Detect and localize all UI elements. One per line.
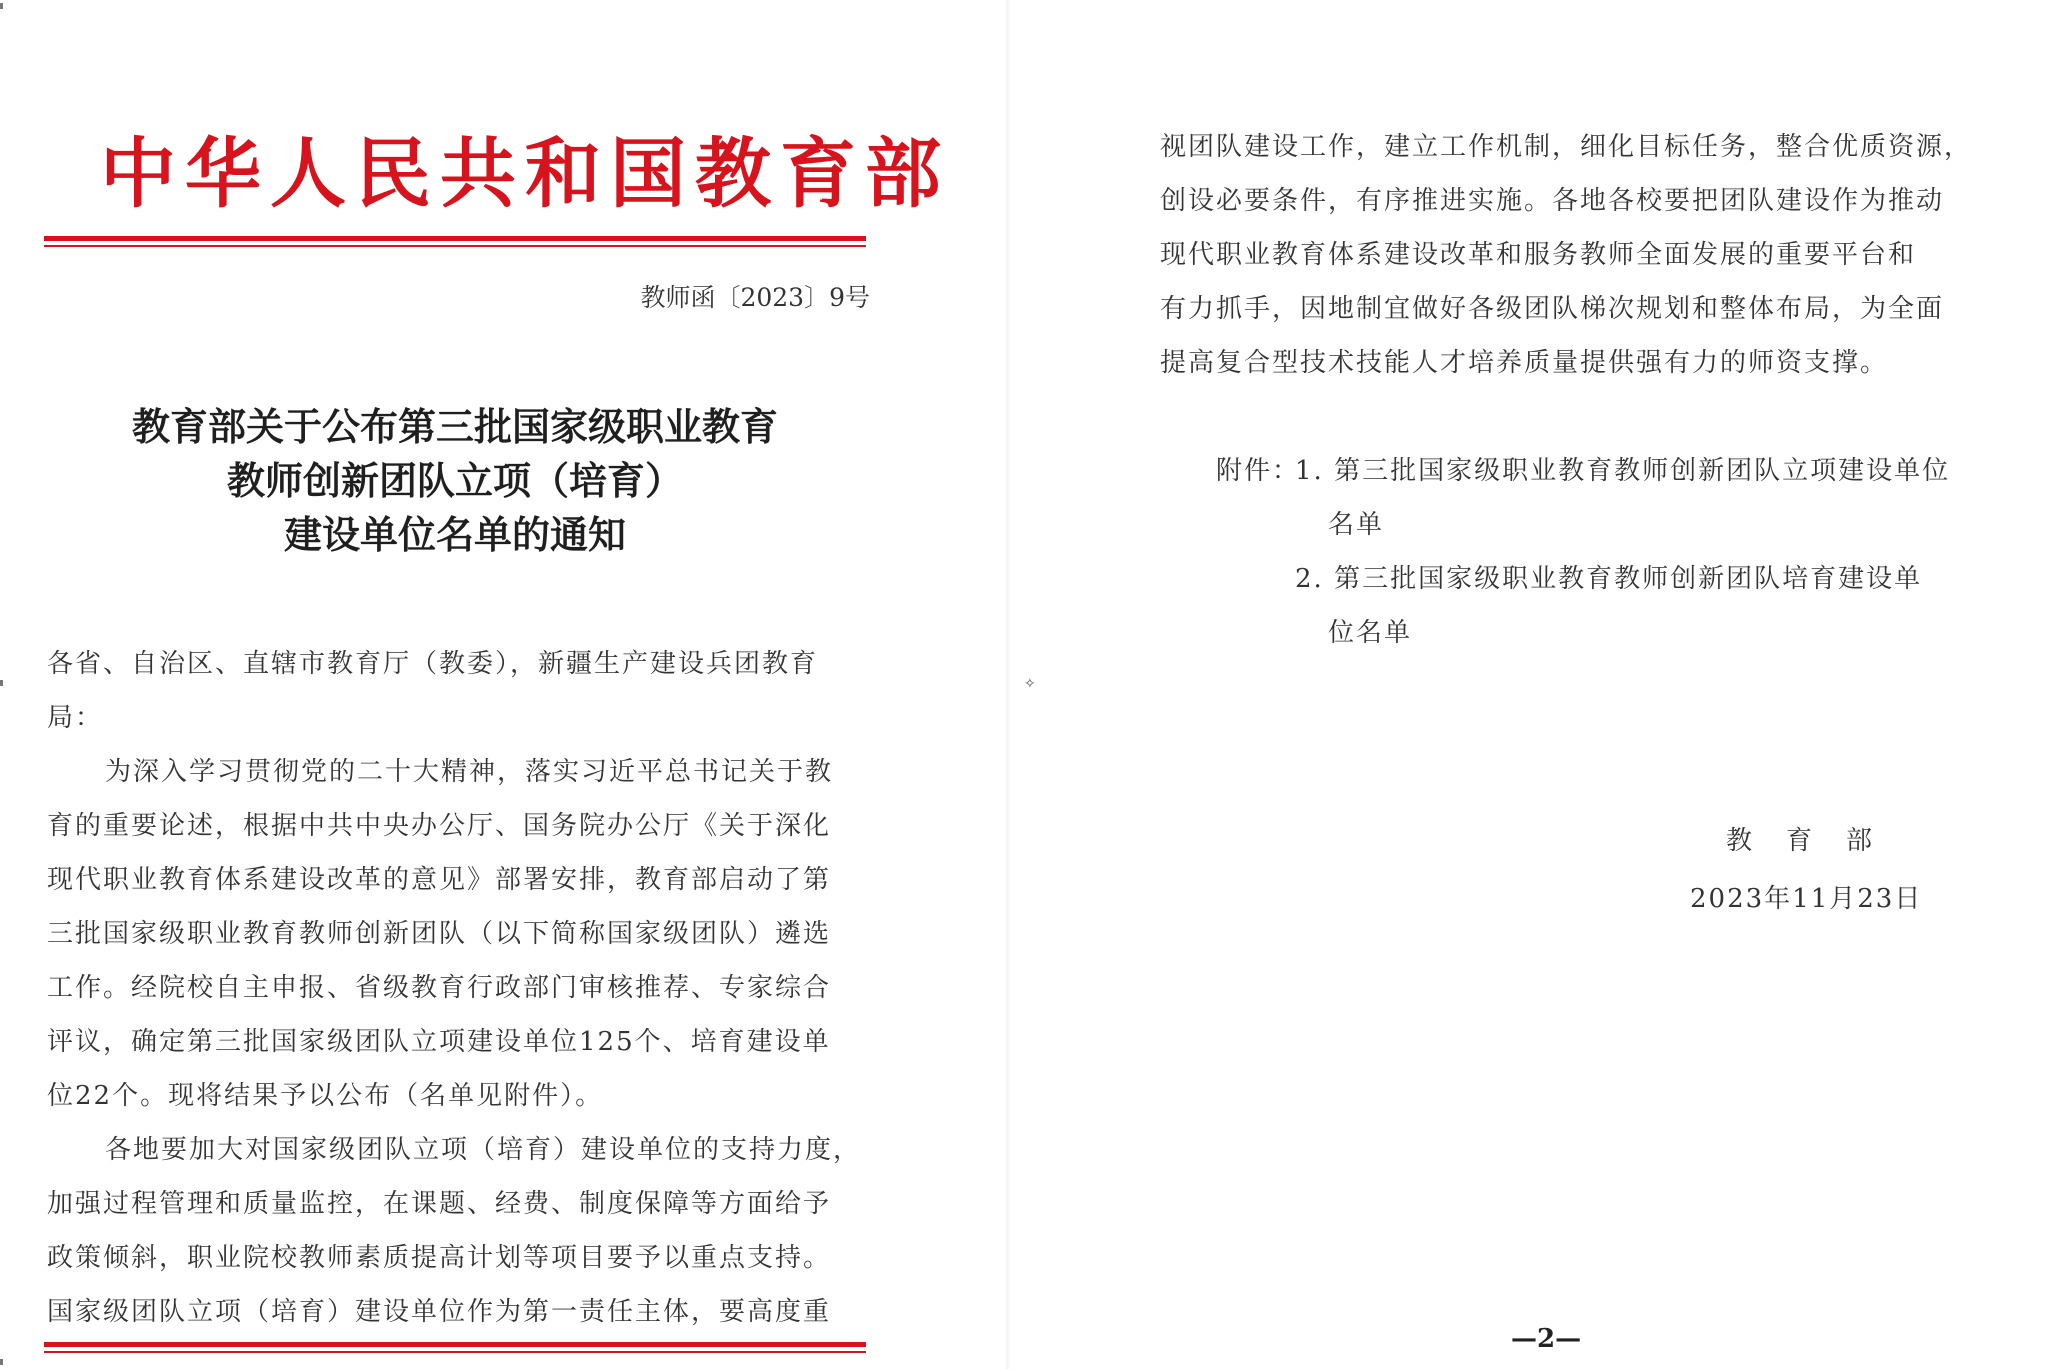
- page-number: —2—: [1511, 1324, 1582, 1354]
- notice-title-line: 教师创新团队立项（培育）: [226, 458, 683, 503]
- attachment-item-continued: 名单: [1328, 510, 1385, 540]
- body-line: 现代职业教育体系建设改革的意见》部署安排，教育部启动了第: [47, 865, 832, 895]
- body-line: 加强过程管理和质量监控，在课题、经费、制度保障等方面给予: [47, 1189, 832, 1219]
- body-line: 位22个。现将结果予以公布（名单见附件）。: [47, 1081, 604, 1111]
- edge-tick-mark: [0, 3, 3, 9]
- notice-title: [60, 400, 850, 562]
- body-line: 提高复合型技术技能人才培养质量提供强有力的师资支撑。: [1160, 348, 1889, 378]
- masthead-red-rule: [44, 236, 866, 241]
- masthead-title: 中华人民共和国教育部: [100, 129, 950, 218]
- attachment-item-continued: 位名单: [1328, 618, 1413, 648]
- attachment-label: 附件：: [1216, 456, 1301, 486]
- issue-date: 2023年11月23日: [1690, 884, 1923, 914]
- body-line: 为深入学习贯彻党的二十大精神，落实习近平总书记关于教: [105, 757, 834, 787]
- move-cursor-icon: ✧: [1024, 676, 1036, 692]
- addressee-line: 各省、自治区、直辖市教育厅（教委），新疆生产建设兵团教育: [47, 649, 819, 679]
- body-line: 有力抓手，因地制宜做好各级团队梯次规划和整体布局，为全面: [1160, 294, 1945, 324]
- body-line: 三批国家级职业教育教师创新团队（以下简称国家级团队）遴选: [47, 919, 832, 949]
- body-line: 政策倾斜，职业院校教师素质提高计划等项目要予以重点支持。: [47, 1243, 832, 1273]
- body-line: 育的重要论述，根据中共中央办公厅、国务院办公厅《关于深化: [47, 811, 832, 841]
- notice-title-line: 教育部关于公布第三批国家级职业教育: [131, 404, 778, 449]
- attachment-item: 1. 第三批国家级职业教育教师创新团队立项建设单位: [1295, 456, 1951, 486]
- body-line: 国家级团队立项（培育）建设单位作为第一责任主体，要高度重: [47, 1297, 832, 1327]
- body-line: 现代职业教育体系建设改革和服务教师全面发展的重要平台和: [1160, 240, 1917, 270]
- document-number: 教师函〔2023〕9号: [640, 283, 870, 312]
- body-line: 视团队建设工作，建立工作机制，细化目标任务，整合优质资源，: [1160, 132, 1973, 162]
- body-line: 创设必要条件，有序推进实施。各地各校要把团队建设作为推动: [1160, 186, 1945, 216]
- edge-tick-mark: [0, 1359, 3, 1365]
- body-line: 工作。经院校自主申报、省级教育行政部门审核推荐、专家综合: [47, 973, 832, 1003]
- document-page-right: [1010, 0, 2048, 1369]
- body-line: 各地要加大对国家级团队立项（培育）建设单位的支持力度，: [105, 1135, 862, 1165]
- addressee-line: 局：: [47, 703, 104, 733]
- notice-title-line: 建设单位名单的通知: [283, 512, 626, 557]
- edge-tick-mark: [0, 680, 3, 686]
- issuer-name: 教 育 部: [1726, 826, 1877, 856]
- footer-red-rule-thin: [44, 1351, 866, 1353]
- masthead-red-rule-thin: [44, 245, 866, 247]
- document-page-left: [0, 0, 1010, 1369]
- footer-red-rule: [44, 1342, 866, 1347]
- attachment-item: 2. 第三批国家级职业教育教师创新团队培育建设单: [1295, 564, 1923, 594]
- body-line: 评议，确定第三批国家级团队立项建设单位125个、培育建设单: [47, 1027, 831, 1057]
